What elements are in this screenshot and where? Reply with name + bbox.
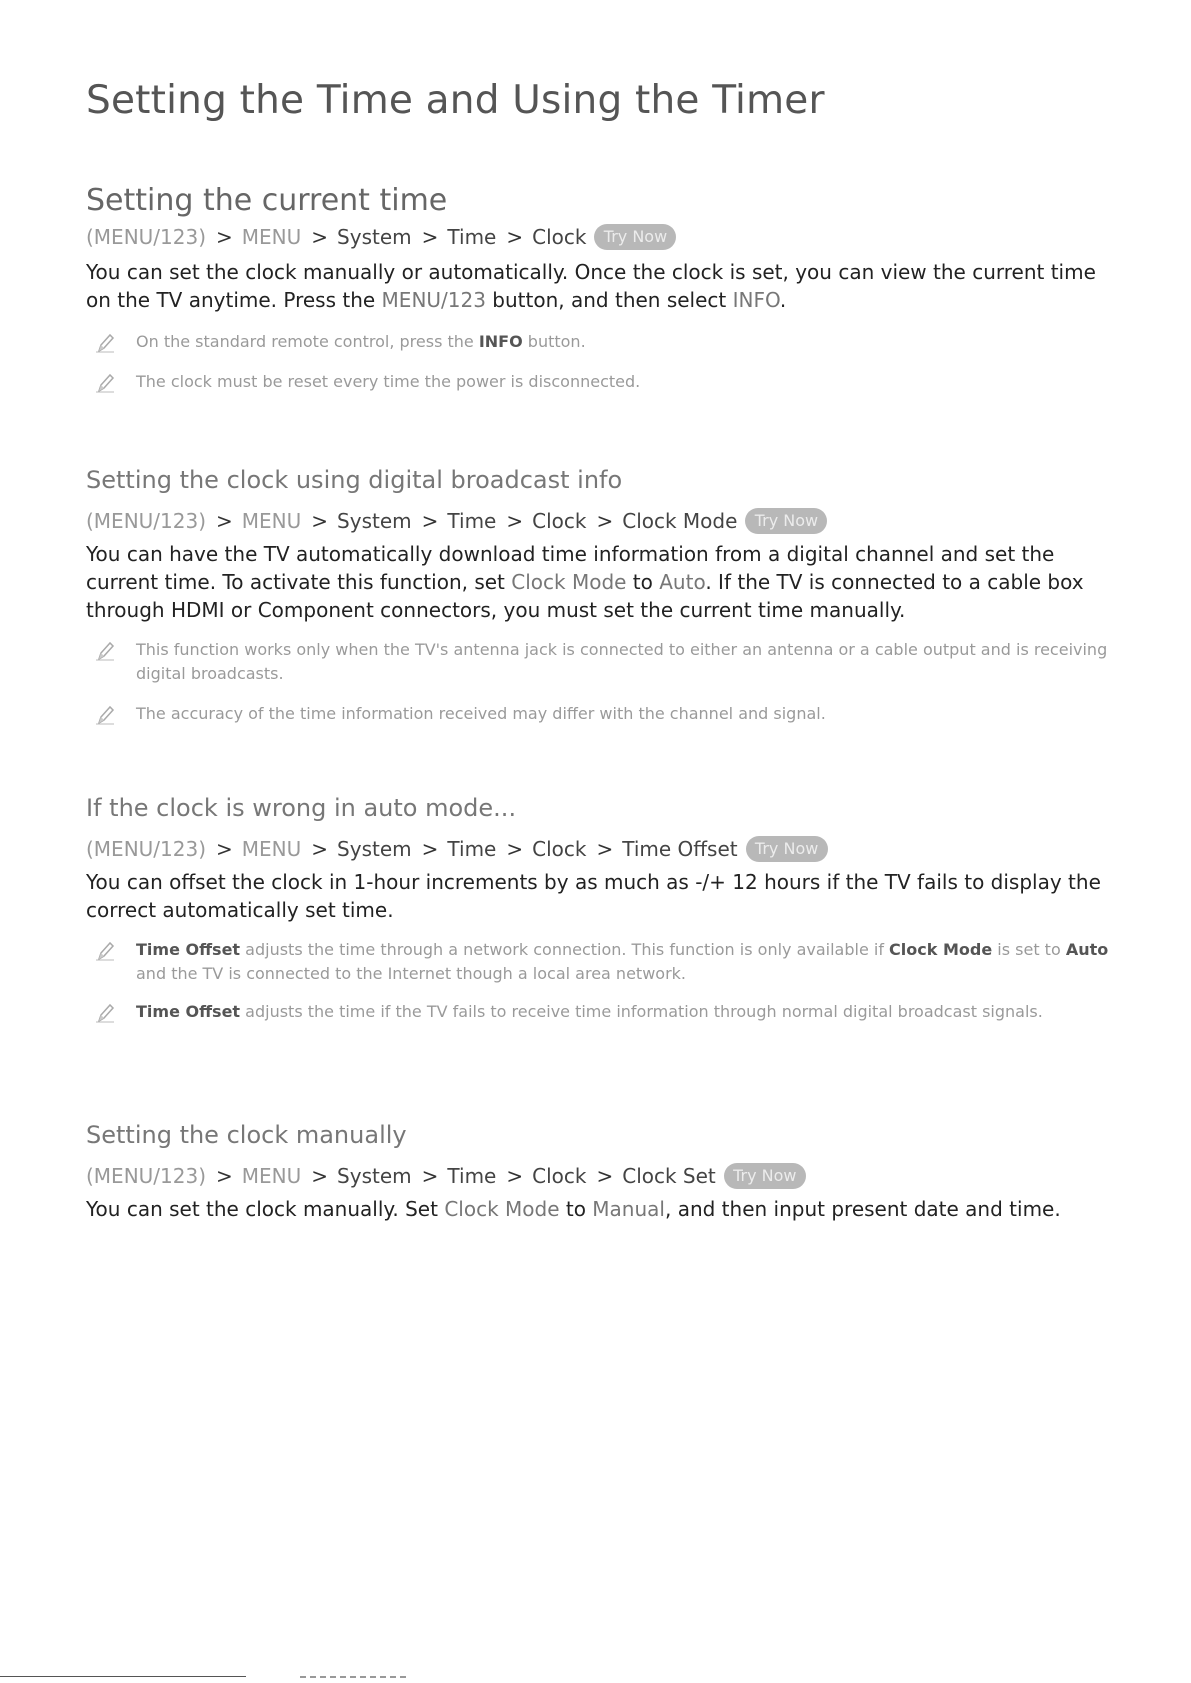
path-item: MENU — [241, 837, 302, 861]
section-heading: Setting the current time — [86, 183, 448, 218]
path-item: MENU — [241, 1164, 302, 1188]
path-item: Clock — [532, 225, 587, 249]
path-item: Time — [447, 837, 497, 861]
path-item: Time — [447, 509, 497, 533]
chevron-right-icon: > — [216, 1164, 233, 1188]
note: Time Offset adjusts the time if the TV fails to receive time information through normal digital broadcast signals. — [86, 1000, 1116, 1024]
chevron-right-icon: > — [216, 225, 233, 249]
section-clock-manually — [86, 1121, 1116, 1223]
pencil-note-icon — [94, 940, 116, 962]
menu-path — [86, 506, 1116, 536]
path-item: (MENU/123) — [86, 837, 207, 861]
chevron-right-icon: > — [216, 837, 233, 861]
section-heading: Setting the clock using digital broadcast info — [86, 466, 623, 494]
pencil-note-icon — [94, 1002, 116, 1024]
try-now-button[interactable]: Try Now — [594, 224, 676, 250]
path-item: Clock Mode — [622, 509, 738, 533]
path-item: Time — [447, 1164, 497, 1188]
path-item: Clock — [532, 1164, 587, 1188]
path-item: Time Offset — [622, 837, 738, 861]
footer-divider — [0, 1676, 246, 1677]
chevron-right-icon: > — [596, 1164, 614, 1188]
path-item: MENU — [241, 509, 302, 533]
chevron-right-icon: > — [311, 837, 329, 861]
page-title: Setting the Time and Using the Timer — [86, 78, 825, 123]
chevron-right-icon: > — [506, 1164, 524, 1188]
chevron-right-icon: > — [421, 837, 439, 861]
section-digital-broadcast — [86, 466, 1116, 726]
section-heading: If the clock is wrong in auto mode... — [86, 794, 517, 822]
pencil-note-icon — [94, 372, 116, 394]
chevron-right-icon: > — [506, 509, 524, 533]
path-item: System — [337, 509, 412, 533]
try-now-button[interactable]: Try Now — [746, 836, 828, 862]
pencil-note-icon — [94, 640, 116, 662]
chevron-right-icon: > — [596, 509, 614, 533]
pencil-note-icon — [94, 332, 116, 354]
path-item: (MENU/123) — [86, 1164, 207, 1188]
section-body: You can offset the clock in 1-hour increments by as much as -/+ 12 hours if the TV fails to display the correct automatically set time. — [86, 870, 1101, 922]
path-item: Time — [447, 225, 497, 249]
chevron-right-icon: > — [216, 509, 233, 533]
chevron-right-icon: > — [311, 509, 329, 533]
note: On the standard remote control, press the INFO button. — [86, 330, 1116, 354]
menu-path — [86, 834, 1116, 864]
menu-path — [86, 1161, 1116, 1191]
try-now-button[interactable]: Try Now — [745, 508, 827, 534]
try-now-button[interactable]: Try Now — [724, 1163, 806, 1189]
path-item: Clock — [532, 509, 587, 533]
section-body: You can set the clock manually. Set Clock Mode to Manual, and then input present date and time. — [86, 1197, 1061, 1221]
note: The accuracy of the time information received may differ with the channel and signal. — [86, 702, 1116, 726]
path-item: (MENU/123) — [86, 225, 207, 249]
section-auto-mode — [86, 794, 1116, 1024]
path-item: System — [337, 837, 412, 861]
path-item: Clock — [532, 837, 587, 861]
chevron-right-icon: > — [421, 225, 439, 249]
chevron-right-icon: > — [421, 509, 439, 533]
note: The clock must be reset every time the power is disconnected. — [86, 370, 1116, 394]
pencil-note-icon — [94, 704, 116, 726]
path-item: System — [337, 1164, 412, 1188]
section-heading: Setting the clock manually — [86, 1121, 407, 1149]
section-current-time — [86, 183, 1116, 394]
path-item: (MENU/123) — [86, 509, 207, 533]
path-item: System — [337, 225, 412, 249]
chevron-right-icon: > — [311, 225, 329, 249]
chevron-right-icon: > — [421, 1164, 439, 1188]
chevron-right-icon: > — [596, 837, 614, 861]
path-item: Clock Set — [622, 1164, 716, 1188]
note: This function works only when the TV's antenna jack is connected to either an antenna or a cable output and is receiving digital broadcasts. — [86, 638, 1116, 686]
chevron-right-icon: > — [506, 837, 524, 861]
menu-path — [86, 222, 1116, 252]
section-body: You can set the clock manually or automatically. Once the clock is set, you can view the current time on the TV anytime. Press the MENU/123 button, and then select INFO. — [86, 260, 1096, 312]
chevron-right-icon: > — [311, 1164, 329, 1188]
section-body: You can have the TV automatically download time information from a digital channel and set the current time. To activate this function, set Clock Mode to Auto. If the TV is connected to a cable box through HDMI or Component connectors, you must set the current time manually. — [86, 542, 1084, 622]
path-item: MENU — [241, 225, 302, 249]
footer-marks — [300, 1676, 410, 1678]
note: Time Offset adjusts the time through a network connection. This function is only available if Clock Mode is set to Auto and the TV is connected to the Internet though a local area network. — [86, 938, 1116, 986]
chevron-right-icon: > — [506, 225, 524, 249]
